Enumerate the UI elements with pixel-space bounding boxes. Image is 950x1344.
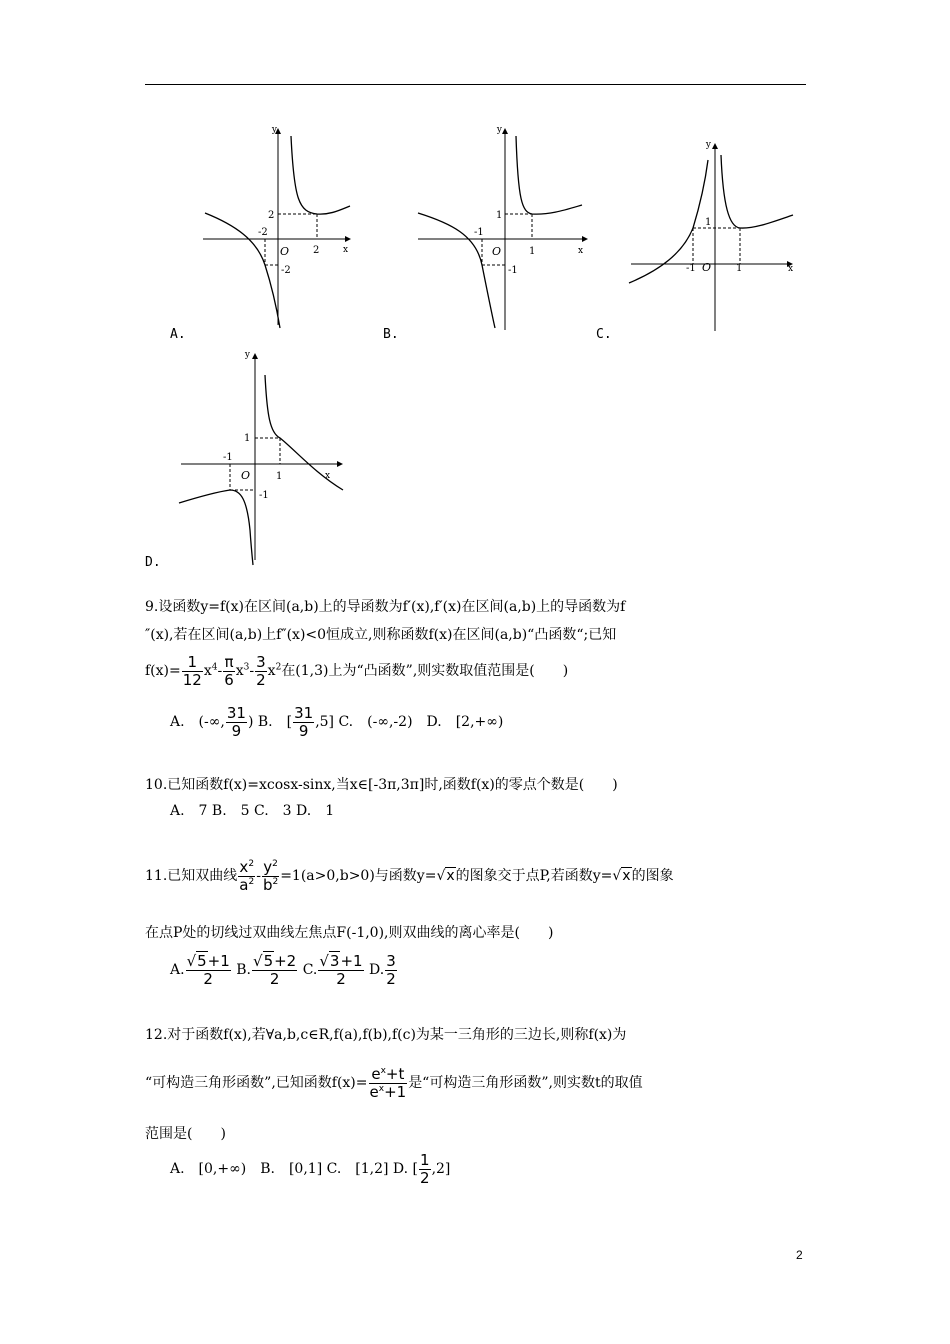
graph-option-b (410, 120, 590, 335)
graph-d-tick-xpos: 1 (276, 471, 283, 482)
graph-b-tick-yneg: -1 (508, 265, 518, 276)
q9-optA-frac: $\frac{31}{9}$ (226, 703, 246, 740)
q12-line1: 12.对于函数f(x),若∀a,b,c∈R,f(a),f(b),f(c)为某一三角形的三边长,则称f(x)为 (145, 1027, 627, 1043)
q11-line1: 11.已知双曲线 $\frac{x^2}{a^2}$ - $\frac{y^2}{b^2}$ =1(a>0,b>0)与函数y=√x的图象交于点P,若函数y=√x的图象 (145, 857, 674, 894)
q11-frac-x: $\frac{x^2}{a^2}$ (239, 857, 255, 894)
graph-d-origin: O (241, 469, 251, 482)
graph-b-tick-xpos: 1 (529, 246, 536, 257)
q9-line1: 9.设函数y=f(x)在区间(a,b)上的导函数为f′(x),f′(x)在区间(a,b)上的导函数为f (145, 599, 626, 615)
graph-d-tick-yneg: -1 (259, 490, 269, 501)
q9-tail: 在(1,3)上为“凸函数”,则实数取值范围是( ) (281, 663, 569, 679)
q9-frac2: $\frac{\pi}{6}$ (224, 652, 234, 689)
graph-d-x-label: x (325, 471, 331, 481)
graph-c-tick-xpos: 1 (736, 263, 743, 274)
q11-frac-y: $\frac{y^2}{b^2}$ (262, 857, 279, 894)
graph-d-label: D. (145, 555, 161, 570)
q9-frac3: $\frac{3}{2}$ (256, 652, 266, 689)
graph-c-y-label: y (705, 140, 711, 150)
q12-line3: 范围是( ) (145, 1126, 226, 1142)
q10-line1: 10.已知函数f(x)=xcosx-sinx,当x∈[-3π,3π]时,函数f(x)的零点个数是( ) (145, 777, 618, 793)
graph-b-label: B. (383, 327, 399, 342)
graph-c-label: C. (596, 327, 612, 342)
q9-line2: ″(x),若在区间(a,b)上f″(x)<0恒成立,则称函数f(x)在区间(a,b)“凸函数“;已知 (145, 627, 617, 643)
q11-line2: 在点P处的切线过双曲线左焦点F(-1,0),则双曲线的离心率是( ) (145, 925, 554, 941)
graph-d-tick-ypos: 1 (244, 433, 251, 444)
q10-options: A. 7 B. 5 C. 3 D. 1 (170, 803, 335, 819)
q9-options: A. (-∞, $\frac{31}{9}$ ) B. [ $\frac{31}{9}$ ,5] C. (-∞,-2) D. [2,+∞) (170, 703, 504, 740)
graph-b-origin: O (492, 245, 502, 258)
page-number: 2 (796, 1248, 803, 1262)
graph-b-x-label: x (578, 246, 584, 256)
q12-optD-frac: $\frac{1}{2}$ (420, 1150, 430, 1187)
graph-b-tick-ypos: 1 (496, 210, 503, 221)
graph-a-origin: O (280, 245, 290, 258)
graph-option-d (175, 345, 355, 570)
graph-d-y-label: y (244, 350, 250, 360)
graph-a-label: A. (170, 327, 186, 342)
graph-a-tick-ypos: 2 (268, 210, 275, 221)
graph-option-a (195, 120, 355, 335)
graph-option-c (625, 135, 805, 335)
q9-frac1: $\frac{1}{12}$ (182, 652, 202, 689)
graph-b-y-label: y (496, 125, 502, 135)
q9-fx: f(x)= (145, 663, 181, 679)
q11-optB-frac: $\frac{√5+2}{2}$ (253, 951, 297, 988)
graph-c-x-label: x (788, 264, 794, 274)
graph-b-tick-xneg: -1 (474, 227, 484, 238)
q9-optB-frac: $\frac{31}{9}$ (294, 703, 314, 740)
graph-a-x-label: x (343, 245, 349, 255)
q11-optC-frac: $\frac{√3+1}{2}$ (319, 951, 363, 988)
graph-c-svg (625, 135, 805, 335)
graph-c-tick-xneg: -1 (686, 263, 696, 274)
q12-options: A. [0,+∞) B. [0,1] C. [1,2] D. [ $\frac{1}{2}$ ,2] (170, 1150, 451, 1187)
graph-c-origin: O (702, 261, 712, 274)
graph-d-svg (175, 345, 355, 570)
graph-d-tick-xneg: -1 (223, 452, 233, 463)
q11-optD-frac: $\frac{3}{2}$ (386, 951, 396, 988)
graph-c-tick-ypos: 1 (705, 217, 712, 228)
q12-line2: “可构造三角形函数”,已知函数f(x)= $\frac{e^x+t}{e^x+1}$ 是“可构造三角形函数”,则实数t的取值 (145, 1064, 643, 1101)
q11-options: A. $\frac{√5+1}{2}$ B. $\frac{√5+2}{2}$ C. $\frac{√3+1}{2}$ D. $\frac{3}{2}$ (170, 951, 396, 988)
graph-a-y-label: y (271, 125, 277, 135)
graph-a-tick-xneg: -2 (258, 227, 268, 238)
header-rule (145, 84, 806, 85)
graph-b-svg (410, 120, 590, 335)
q12-frac: $\frac{e^x+t}{e^x+1}$ (369, 1064, 407, 1101)
q11-optA-frac: $\frac{√5+1}{2}$ (186, 951, 230, 988)
graph-a-tick-yneg: -2 (281, 265, 291, 276)
graph-a-tick-xpos: 2 (313, 245, 320, 256)
q9-line3: f(x)= $\frac{1}{12}$ $x^4-$ $\frac{\pi}{6}$ $x^3-$ $\frac{3}{2}$ $x^2$在(1,3)上为“凸函数”,则实数取值范围是( ) (145, 652, 569, 689)
graph-a-svg (195, 120, 355, 335)
